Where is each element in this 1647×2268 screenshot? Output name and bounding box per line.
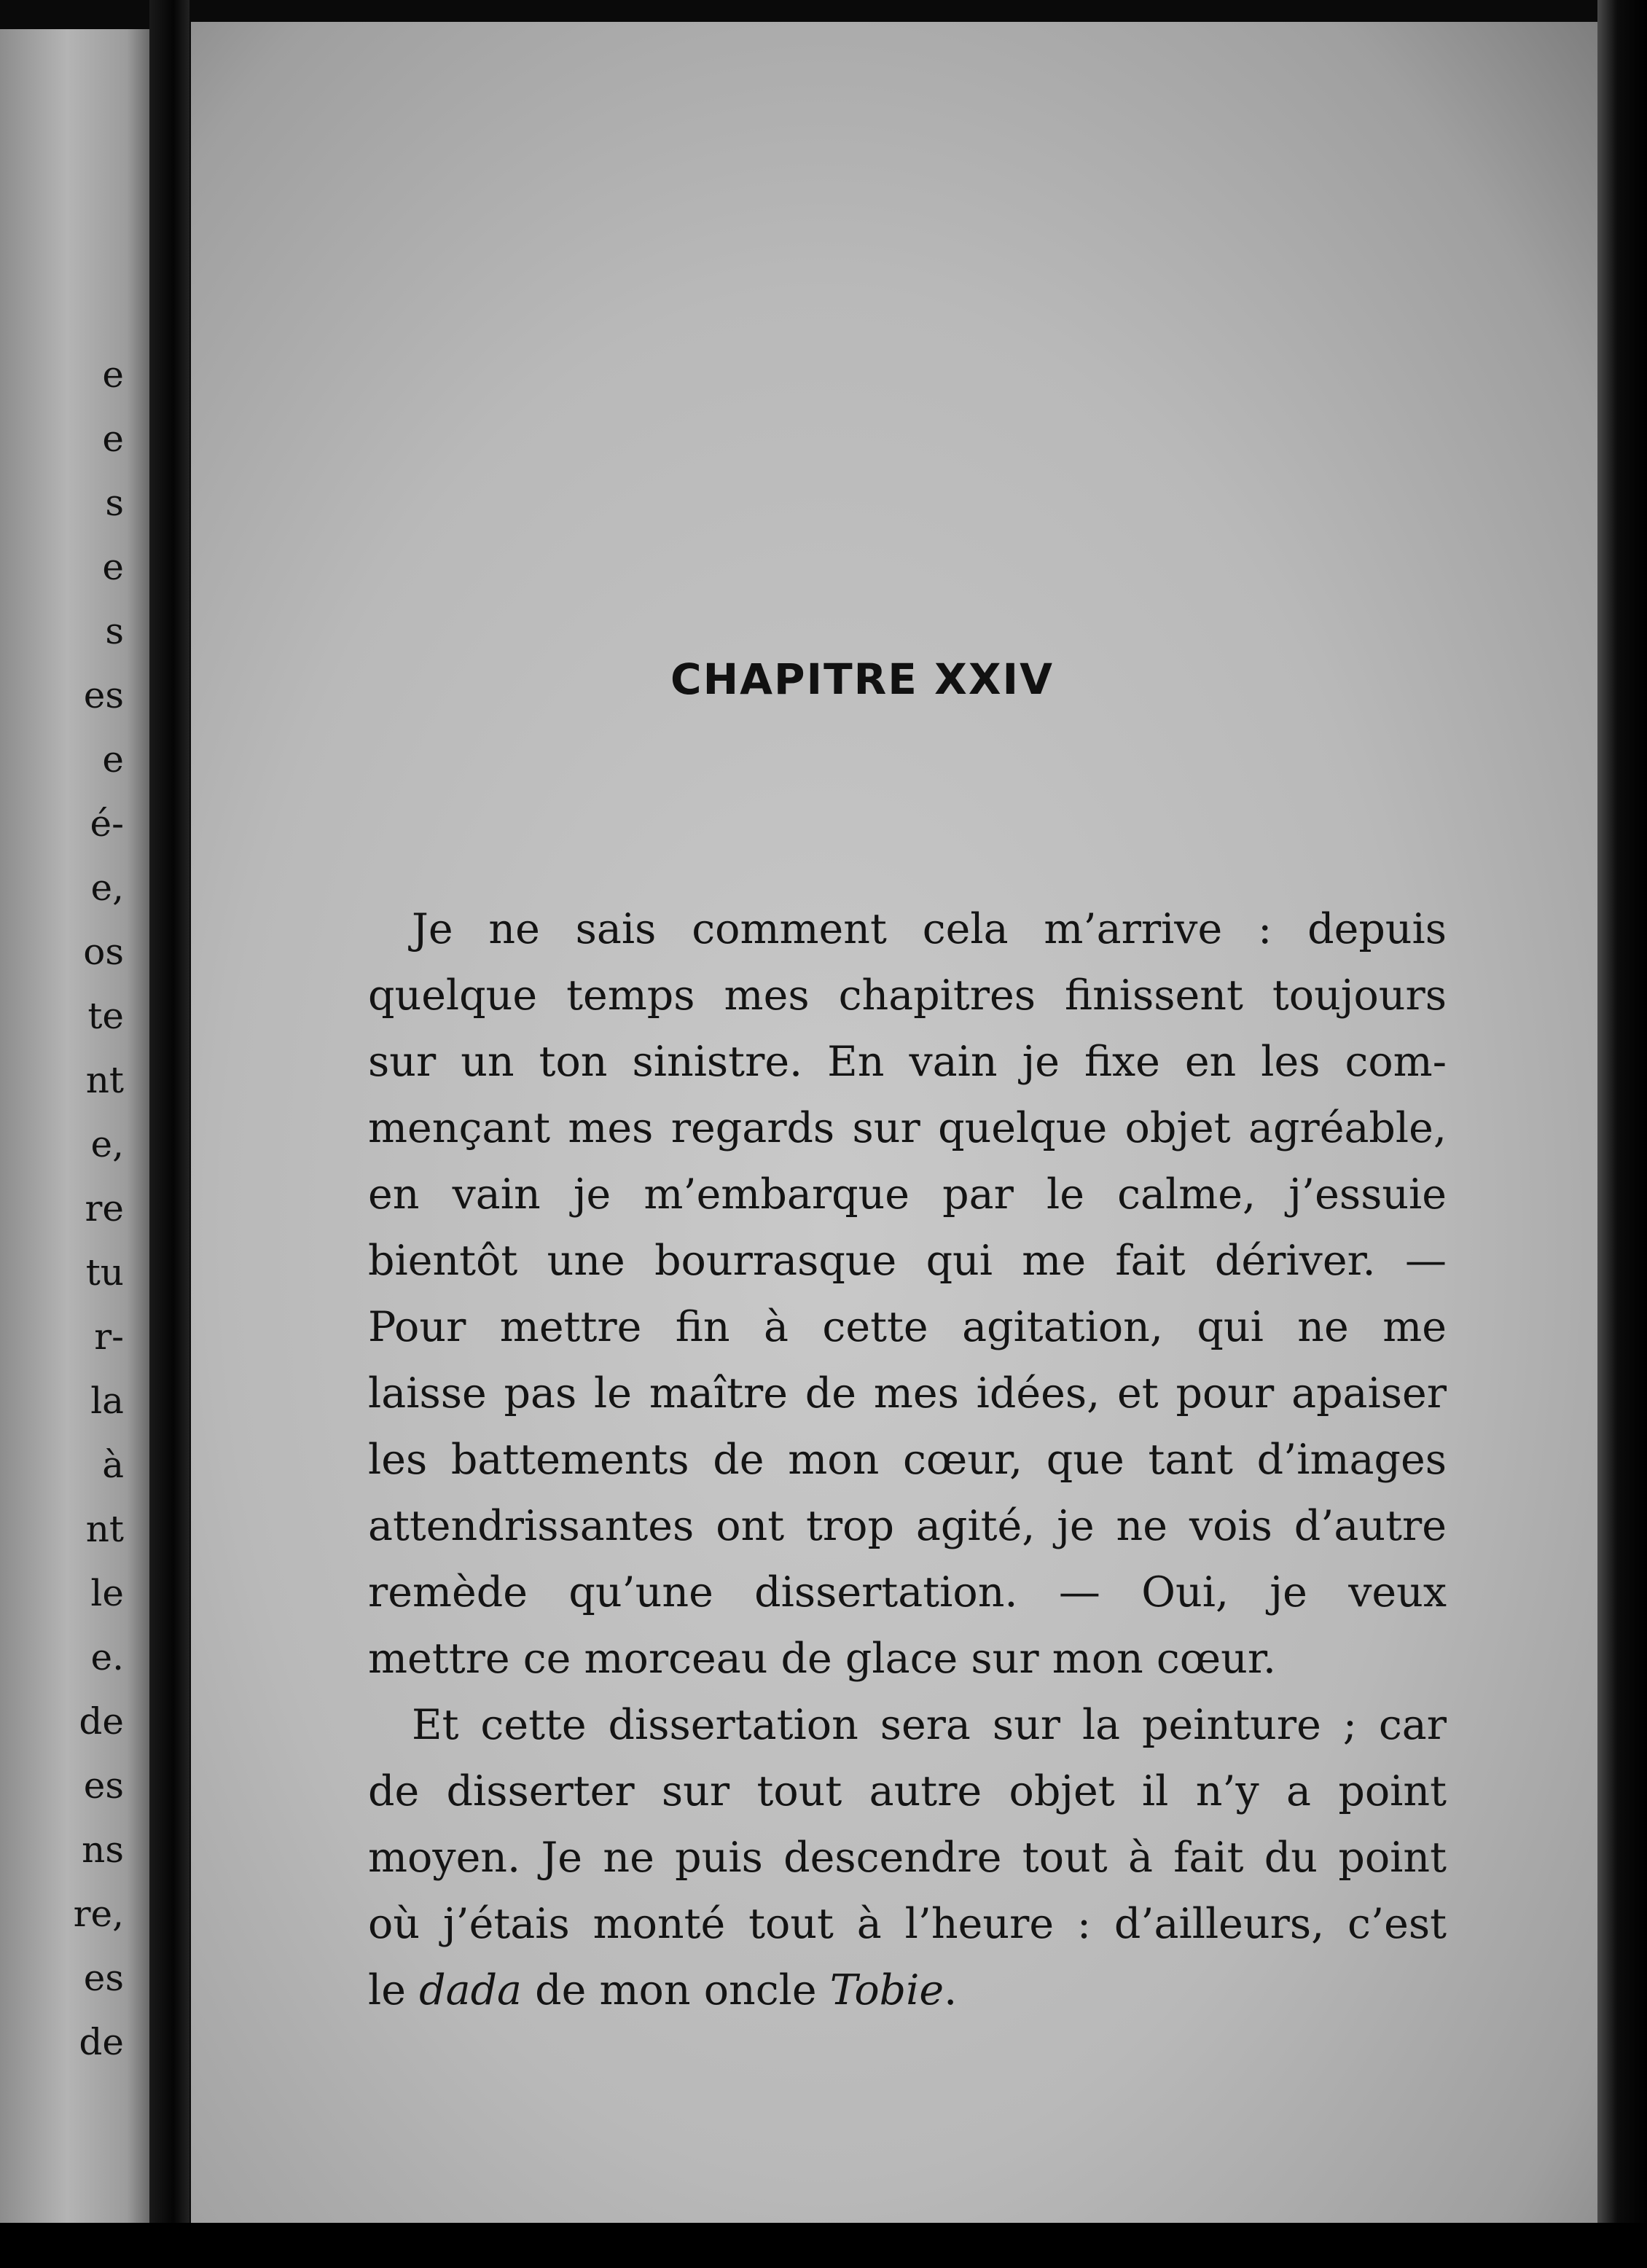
left-line-end: nt <box>85 1508 124 1550</box>
text-line: remède qu’une dissertation. — Oui, je veux <box>368 1568 1447 1616</box>
text-fragment: . <box>944 1966 958 2014</box>
left-line-end: é- <box>90 802 124 845</box>
text-line: Et cette dissertation sera sur la peinture ; car <box>412 1701 1447 1749</box>
text-line: mettre ce morceau de glace sur mon cœur. <box>368 1635 1276 1683</box>
paragraph-2 <box>368 1692 1447 2024</box>
left-line-end: r- <box>94 1315 124 1358</box>
left-line-end: e, <box>90 1123 124 1165</box>
text-line: les battements de mon cœur, que tant d’images <box>368 1436 1447 1484</box>
text-line-final <box>368 1958 1447 2024</box>
text-line: bientôt une bourrasque qui me fait dériver. — <box>368 1237 1447 1285</box>
right-page-edge <box>1597 0 1647 2268</box>
left-facing-page <box>0 29 149 2230</box>
left-line-end: os <box>83 931 124 973</box>
left-line-end: es <box>83 1957 124 1999</box>
left-line-end: la <box>90 1380 124 1422</box>
book-gutter <box>149 0 189 2268</box>
left-page-line-ends <box>0 343 124 2074</box>
left-line-end: es <box>83 674 124 716</box>
text-line: mençant mes regards sur quelque objet agréable, <box>368 1104 1447 1152</box>
left-line-end: e <box>102 353 124 396</box>
left-line-end: à <box>102 1444 124 1486</box>
left-line-end: e <box>102 738 124 781</box>
left-line-end: ns <box>82 1829 124 1871</box>
text-line: Pour mettre fin à cette agitation, qui ne me <box>368 1303 1447 1351</box>
left-line-end: le <box>90 1572 124 1614</box>
text-line: quelque temps mes chapitres finissent toujours <box>368 971 1447 1020</box>
left-line-end: e <box>102 546 124 588</box>
left-line-end: e, <box>90 867 124 909</box>
text-line: sur un ton sinistre. En vain je fixe en les com- <box>368 1038 1447 1086</box>
left-line-end: de <box>79 1700 124 1743</box>
left-line-end: de <box>79 2021 124 2063</box>
left-line-end: tu <box>85 1251 124 1294</box>
left-line-end: e <box>102 418 124 460</box>
bottom-border <box>0 2223 1647 2268</box>
text-line: attendrissantes ont trop agité, je ne vois d’autre <box>368 1502 1447 1550</box>
text-line: moyen. Je ne puis descendre tout à fait du point <box>368 1834 1447 1882</box>
italic-word-dada: dada <box>419 1966 523 2014</box>
text-line: où j’étais monté tout à l’heure : d’ailleurs, c’est <box>368 1900 1447 1948</box>
paragraph-1 <box>368 896 1447 1692</box>
left-line-end: es <box>83 1764 124 1807</box>
text-line: Je ne sais comment cela m’arrive : depuis <box>412 905 1447 953</box>
text-fragment: de mon oncle <box>522 1966 830 2014</box>
italic-word-tobie: Tobie <box>829 1966 944 2014</box>
text-line: de disserter sur tout autre objet il n’y a point <box>368 1767 1447 1815</box>
text-line: en vain je m’embarque par le calme, j’essuie <box>368 1170 1447 1219</box>
left-line-end: s <box>105 482 124 524</box>
left-line-end: te <box>87 995 124 1037</box>
text-line: laisse pas le maître de mes idées, et pour apaiser <box>368 1369 1447 1418</box>
left-line-end: s <box>105 610 124 652</box>
chapter-body <box>368 896 1447 2024</box>
chapter-title: CHAPITRE XXIV <box>670 654 1055 704</box>
text-fragment: le <box>368 1966 420 2014</box>
left-line-end: nt <box>85 1059 124 1101</box>
left-line-end: e. <box>90 1636 124 1678</box>
left-line-end: re, <box>73 1893 124 1935</box>
left-line-end: re <box>85 1187 124 1229</box>
